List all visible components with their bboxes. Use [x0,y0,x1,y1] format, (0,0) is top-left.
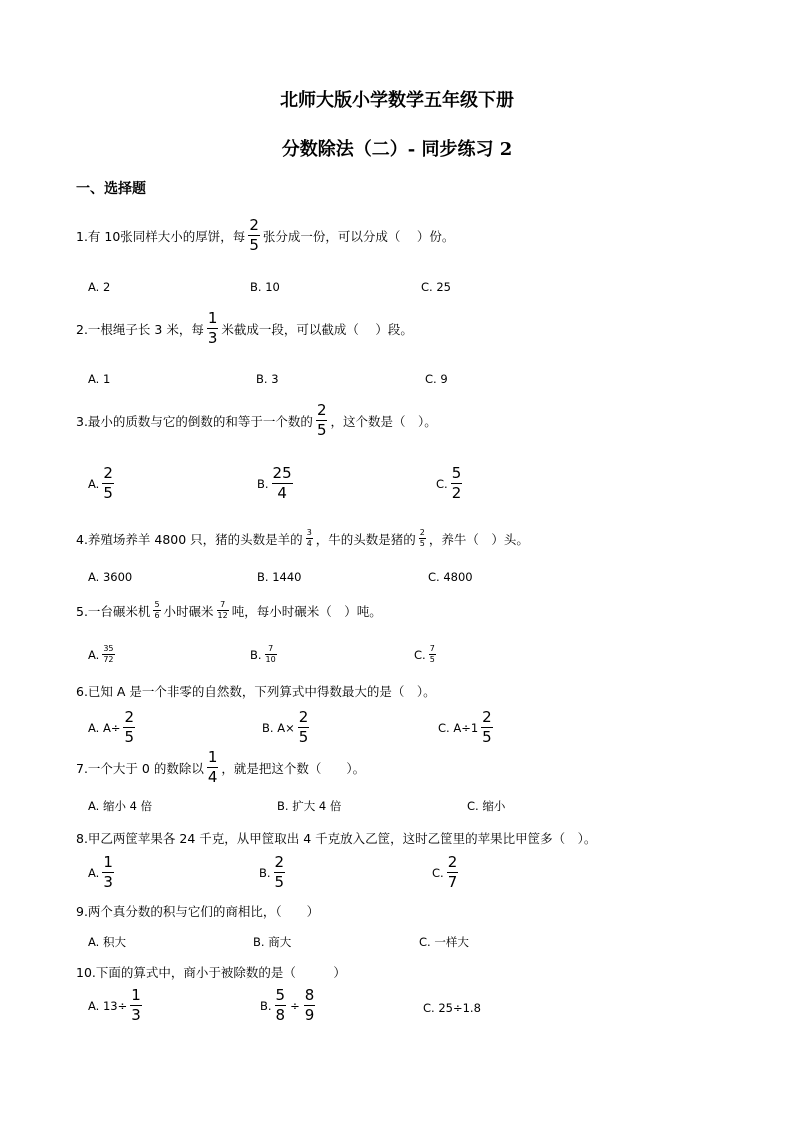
question-5 [76,601,382,620]
question-3 [76,403,437,438]
option-c[interactable]: C. 25 [421,280,451,294]
option-a[interactable]: A. 缩小 4 倍 [88,799,153,813]
option-a[interactable]: A. 积大 [88,935,126,949]
page-title: 北师大版小学数学五年级下册 [280,90,514,111]
fraction: $\frac{2}{5}$ [249,216,259,254]
question-text: 9.两个真分数的积与它们的商相比，（ ） [76,904,320,919]
question-2 [76,311,413,346]
question-text: 张分成一份，可以分成（ ）份。 [262,228,455,244]
fraction: $\frac{7}{12}$ [217,600,228,620]
option-b[interactable]: B. 商大 [253,935,292,949]
question-text: 米截成一段，可以截成（ ）段。 [221,321,413,337]
option-a[interactable]: A. 3600 [88,570,133,584]
fraction: $\frac{2}{5}$ [103,464,113,502]
fraction: $\frac{1}{4}$ [207,748,218,786]
fraction: $\frac{25}{4}$ [272,464,292,502]
option-b[interactable]: B. 10 [250,280,280,294]
question-9 [76,902,319,920]
question-8 [76,829,596,847]
question-text: ，这个数是（ ）。 [330,413,437,429]
question-text: ，就是把这个数（ ）。 [221,760,366,776]
fraction: $\frac{5}{2}$ [451,464,462,502]
option-b[interactable]: B. $\frac{2}{5}$ [259,853,285,891]
option-c[interactable]: C. $\frac{2}{7}$ [432,853,458,891]
option-b[interactable]: B. 1440 [257,570,302,584]
question-text: 6.已知 A 是一个非零的自然数，下列算式中得数最大的是（ ）。 [76,684,436,699]
page-subtitle: 分数除法（二）- 同步练习 2 [281,139,513,160]
option-b[interactable]: B. 3 [256,372,279,386]
option-a[interactable]: A. $\frac{2}{5}$ [88,464,113,502]
option-c[interactable]: C. 25÷1.8 [423,1001,481,1015]
option-a[interactable]: A. $\frac{35}{72}$ [88,644,114,664]
question-text: 吨，每小时碾米（ ）吨。 [231,603,382,619]
option-a[interactable]: A. $\frac{1}{3}$ [88,853,113,891]
fraction: $\frac{5}{8}$ [275,986,286,1024]
fraction: $\frac{2}{5}$ [419,528,425,548]
option-a[interactable]: A. 1 [88,372,111,386]
option-c[interactable]: C. 9 [425,372,448,386]
question-text: 8.甲乙两筐苹果各 24 千克，从甲筐取出 4 千克放入乙筐，这时乙筐里的苹果比甲筐多（ ）。 [76,831,597,846]
question-text: 小时碾米 [163,603,214,619]
fraction: $\frac{2}{5}$ [124,708,135,746]
question-10 [76,963,346,981]
question-6 [76,682,436,700]
option-a[interactable]: A. 2 [88,280,111,294]
question-text: 3.最小的质数与它的倒数的和等于一个数的 [76,413,313,429]
fraction: $\frac{3}{4}$ [306,528,312,548]
option-b[interactable]: B. A× $\frac{2}{5}$ [262,708,309,746]
option-c[interactable]: C. A÷1 $\frac{2}{5}$ [438,708,492,746]
option-b[interactable]: B. 扩大 4 倍 [277,799,342,813]
option-a[interactable]: A. 13÷ $\frac{1}{3}$ [88,986,141,1024]
fraction: $\frac{2}{5}$ [482,708,492,746]
option-a[interactable]: A. A÷ $\frac{2}{5}$ [88,708,135,746]
fraction: $\frac{2}{5}$ [274,853,285,891]
fraction: $\frac{2}{5}$ [316,401,327,439]
option-c[interactable]: C. 一样大 [419,935,469,949]
fraction: $\frac{1}{3}$ [103,853,113,891]
question-text: ，牛的头数是猪的 [315,531,416,547]
fraction: $\frac{2}{7}$ [447,853,458,891]
option-c[interactable]: C. 缩小 [467,799,506,813]
question-text: ，养牛（ ）头。 [428,531,529,547]
fraction: $\frac{8}{9}$ [304,986,315,1024]
fraction: $\frac{7}{5}$ [429,644,435,664]
option-b[interactable]: B. $\frac{5}{8}$ ÷ $\frac{8}{9}$ [260,986,315,1024]
question-4 [76,529,529,548]
question-7 [76,750,365,785]
option-b[interactable]: B. $\frac{25}{4}$ [257,464,292,502]
question-text: 1.有 10张同样大小的厚饼，每 [76,228,246,244]
section-heading: 一、选择题 [76,181,146,197]
fraction: $\frac{7}{10}$ [265,644,276,664]
option-c[interactable]: C. $\frac{5}{2}$ [436,464,462,502]
option-c[interactable]: C. 4800 [428,570,473,584]
option-c[interactable]: C. $\frac{7}{5}$ [414,644,435,664]
question-1 [76,218,454,253]
fraction: $\frac{1}{3}$ [131,986,141,1024]
fraction: $\frac{2}{5}$ [298,708,309,746]
fraction: $\frac{35}{72}$ [103,644,114,664]
question-text: 5.一台碾米机 [76,603,151,619]
question-text: 7.一个大于 0 的数除以 [76,760,204,776]
fraction: $\frac{1}{3}$ [207,309,218,347]
question-text: 10.下面的算式中，商小于被除数的是（ ） [76,965,346,980]
option-b[interactable]: B. $\frac{7}{10}$ [250,644,276,664]
fraction: $\frac{5}{6}$ [154,600,160,620]
question-text: 4.养殖场养羊 4800 只，猪的头数是羊的 [76,531,303,547]
question-text: 2.一根绳子长 3 米，每 [76,321,204,337]
